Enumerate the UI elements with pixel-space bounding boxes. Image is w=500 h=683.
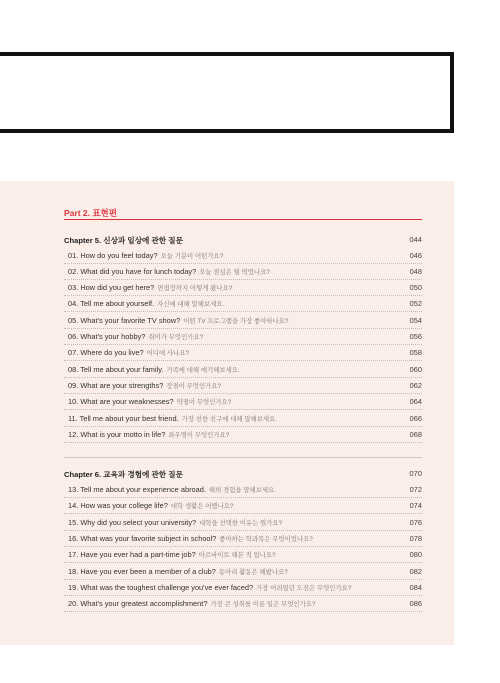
- question-korean: 가장 친한 친구에 대해 말해보세요.: [181, 416, 277, 423]
- question-korean: 대학 생활은 어땠나요?: [170, 503, 234, 510]
- page-number: 060: [409, 365, 422, 374]
- question-korean: 좋아하는 학과목은 무엇이었나요?: [219, 536, 313, 543]
- toc-item[interactable]: [64, 280, 422, 296]
- question-text: 16. What was your favorite subject in school? 좋아하는 학과목은 무엇이었나요?: [68, 534, 313, 543]
- page-number: 074: [409, 501, 422, 510]
- question-korean: 어디에 사나요?: [146, 350, 189, 357]
- question-korean: 대학을 선택한 이유는 뭔가요?: [199, 520, 283, 527]
- toc-item[interactable]: [64, 345, 422, 361]
- question-text: 08. Tell me about your family. 가족에 대해 얘기해보세요.: [68, 365, 240, 374]
- toc-item[interactable]: [64, 296, 422, 312]
- question-korean: 장점이 무엇인가요?: [166, 383, 222, 390]
- question-korean: 오늘 점심은 뭘 먹었나요?: [199, 269, 270, 276]
- page-number: 046: [409, 251, 422, 260]
- page-number: 068: [409, 430, 422, 439]
- question-text: 19. What was the toughest challenge you've ever faced? 가장 어려웠던 도전은 무엇인가요?: [68, 583, 352, 592]
- question-korean: 가족에 대해 얘기해보세요.: [166, 367, 240, 374]
- question-korean: 아르바이트 해본 적 있나요?: [198, 552, 276, 559]
- toc-item[interactable]: [64, 264, 422, 280]
- header-frame: [0, 52, 454, 133]
- question-text: 20. What's your greatest accomplishment? 가장 큰 성취를 이룬 일은 무엇인가요?: [68, 599, 316, 608]
- toc-item[interactable]: [64, 482, 422, 498]
- chapter-divider: [64, 457, 422, 458]
- question-text: 11. Tell me about your best friend. 가장 친한 친구에 대해 말해보세요.: [68, 414, 277, 423]
- toc-item[interactable]: [64, 378, 422, 394]
- question-text: 04. Tell me about yourself. 자신에 대해 말해보세요.: [68, 299, 225, 308]
- page-number: 072: [409, 485, 422, 494]
- question-korean: 어떤 TV 프로그램을 가장 좋아하나요?: [183, 318, 289, 325]
- toc-item[interactable]: [64, 411, 422, 427]
- chapter-title: Chapter 6. 교육과 경험에 관한 질문: [64, 470, 183, 479]
- toc-item[interactable]: [64, 362, 422, 378]
- page-number: 084: [409, 583, 422, 592]
- question-text: 14. How was your college life? 대학 생활은 어땠나요?: [68, 501, 234, 510]
- chapter-5-heading[interactable]: [64, 235, 422, 247]
- question-text: 15. Why did you select your university? 대학을 선택한 이유는 뭔가요?: [68, 518, 283, 527]
- page-number: 062: [409, 381, 422, 390]
- toc-item[interactable]: [64, 580, 422, 596]
- part-title: Part 2. 표현편: [64, 208, 117, 218]
- toc-item[interactable]: [64, 498, 422, 514]
- page-number: 080: [409, 550, 422, 559]
- chapter-page: 070: [409, 469, 422, 478]
- toc-item[interactable]: [64, 564, 422, 580]
- toc-item[interactable]: [64, 515, 422, 531]
- page-number: 066: [409, 414, 422, 423]
- question-korean: 오늘 기분이 어떤가요?: [160, 253, 224, 260]
- toc-item[interactable]: [64, 547, 422, 563]
- question-korean: 동아리 활동은 해봤나요?: [218, 569, 288, 576]
- question-korean: 가장 큰 성취를 이룬 일은 무엇인가요?: [210, 601, 316, 608]
- page-number: 064: [409, 397, 422, 406]
- part-rule: [64, 219, 422, 220]
- question-text: 06. What's your hobby? 취미가 무엇인가요?: [68, 332, 204, 341]
- chapter-page: 044: [409, 235, 422, 244]
- question-text: 18. Have you ever been a member of a club? 동아리 활동은 해봤나요?: [68, 567, 288, 576]
- question-text: 05. What's your favorite TV show? 어떤 TV 프로그램을 가장 좋아하나요?: [68, 316, 289, 325]
- question-text: 09. What are your strengths? 장점이 무엇인가요?: [68, 381, 222, 390]
- chapter-title: Chapter 5. 신상과 일상에 관한 질문: [64, 236, 183, 245]
- question-text: 12. What is your motto in life? 좌우명이 무엇인가요?: [68, 430, 230, 439]
- question-korean: 취미가 무엇인가요?: [148, 334, 204, 341]
- page-number: 048: [409, 267, 422, 276]
- chapter-6-heading[interactable]: [64, 469, 422, 481]
- toc-item[interactable]: [64, 313, 422, 329]
- page-number: 052: [409, 299, 422, 308]
- toc-item[interactable]: [64, 531, 422, 547]
- question-korean: 약점이 무엇인가요?: [176, 399, 232, 406]
- question-text: 17. Have you ever had a part-time job? 아르바이트 해본 적 있나요?: [68, 550, 276, 559]
- question-korean: 해외 경험을 말해보세요.: [208, 487, 276, 494]
- question-korean: 면접장까지 어떻게 왔나요?: [157, 285, 233, 292]
- question-korean: 좌우명이 무엇인가요?: [168, 432, 230, 439]
- toc-item[interactable]: [64, 394, 422, 410]
- question-text: 10. What are your weaknesses? 약점이 무엇인가요?: [68, 397, 232, 406]
- toc-item[interactable]: [64, 427, 422, 443]
- toc-item[interactable]: [64, 329, 422, 345]
- page-number: 050: [409, 283, 422, 292]
- question-text: 13. Tell me about your experience abroad. 해외 경험을 말해보세요.: [68, 485, 276, 494]
- page-number: 078: [409, 534, 422, 543]
- question-text: 02. What did you have for lunch today? 오늘 점심은 뭘 먹었나요?: [68, 267, 270, 276]
- question-text: 03. How did you get here? 면접장까지 어떻게 왔나요?: [68, 283, 233, 292]
- page-number: 086: [409, 599, 422, 608]
- question-text: 07. Where do you live? 어디에 사나요?: [68, 348, 189, 357]
- toc-item[interactable]: [64, 596, 422, 612]
- toc-item[interactable]: [64, 248, 422, 264]
- question-text: 01. How do you feel today? 오늘 기분이 어떤가요?: [68, 251, 224, 260]
- page-number: 054: [409, 316, 422, 325]
- page-number: 056: [409, 332, 422, 341]
- page-number: 058: [409, 348, 422, 357]
- question-korean: 자신에 대해 말해보세요.: [157, 301, 225, 308]
- page-number: 076: [409, 518, 422, 527]
- page-number: 082: [409, 567, 422, 576]
- question-korean: 가장 어려웠던 도전은 무엇인가요?: [256, 585, 352, 592]
